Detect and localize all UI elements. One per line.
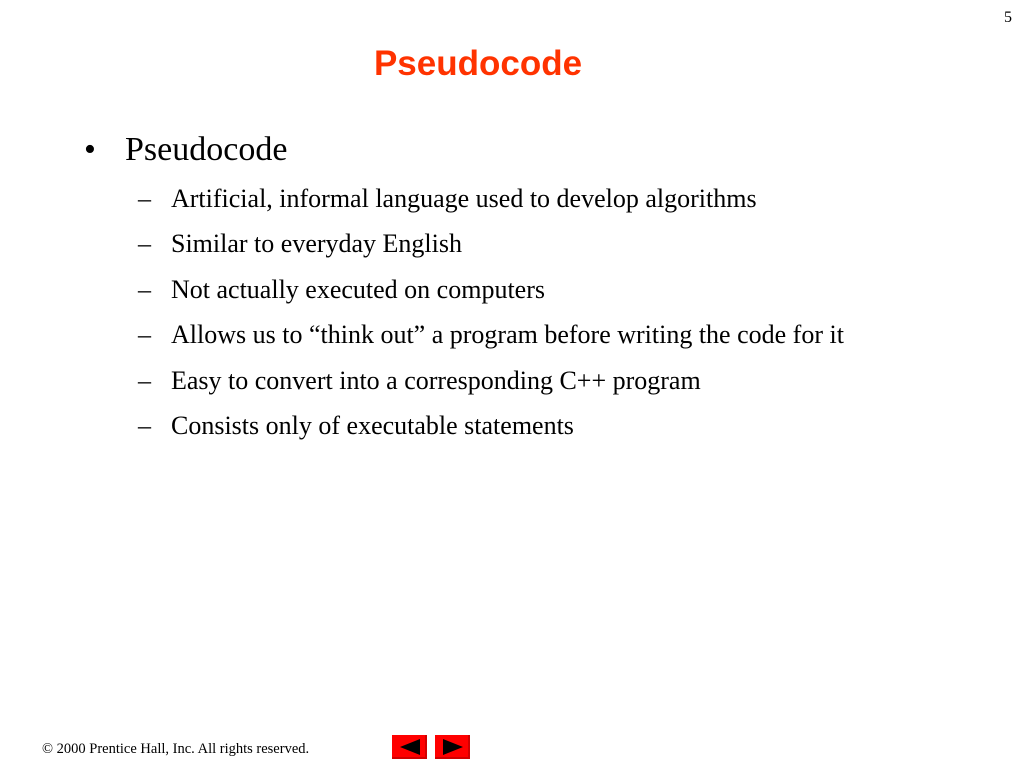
- sub-bullet-text: Similar to everyday English: [171, 229, 463, 259]
- bullet-symbol: •: [84, 131, 96, 168]
- sub-bullet-item: [138, 271, 928, 308]
- page-number: 5: [1004, 9, 1012, 26]
- footer: [42, 741, 309, 758]
- sub-bullet-item: [138, 180, 928, 217]
- dash-symbol: –: [138, 229, 151, 259]
- sub-bullet-item: [138, 407, 928, 444]
- triangle-left-icon: [398, 738, 422, 756]
- sub-bullet-text: Easy to convert into a corresponding C++ program: [171, 365, 701, 395]
- sub-bullet-text: Consists only of executable statements: [171, 410, 574, 440]
- dash-symbol: –: [138, 410, 151, 440]
- sub-bullet-item: [138, 362, 928, 399]
- sub-bullet-list: [138, 180, 928, 452]
- sub-bullet-text: Not actually executed on computers: [171, 274, 545, 304]
- previous-slide-button[interactable]: [392, 735, 427, 759]
- main-bullet-text: Pseudocode: [125, 131, 288, 168]
- dash-symbol: –: [138, 365, 151, 395]
- main-bullet: [84, 131, 287, 169]
- triangle-right-icon: [441, 738, 465, 756]
- copyright-symbol: ©: [42, 741, 54, 757]
- footer-text: 2000 Prentice Hall, Inc. All rights reserved.: [56, 741, 310, 757]
- sub-bullet-text: Artificial, informal language used to develop algorithms: [171, 184, 757, 213]
- dash-symbol: –: [138, 320, 151, 350]
- dash-symbol: –: [138, 184, 151, 213]
- next-slide-button[interactable]: [435, 735, 470, 759]
- sub-bullet-item: [138, 225, 928, 262]
- slide-navigation: [392, 735, 470, 759]
- sub-bullet-item: [138, 316, 928, 353]
- sub-bullet-text: Allows us to “think out” a program before writing the code for it: [171, 320, 844, 350]
- slide-title: Pseudocode: [373, 44, 583, 83]
- dash-symbol: –: [138, 274, 151, 304]
